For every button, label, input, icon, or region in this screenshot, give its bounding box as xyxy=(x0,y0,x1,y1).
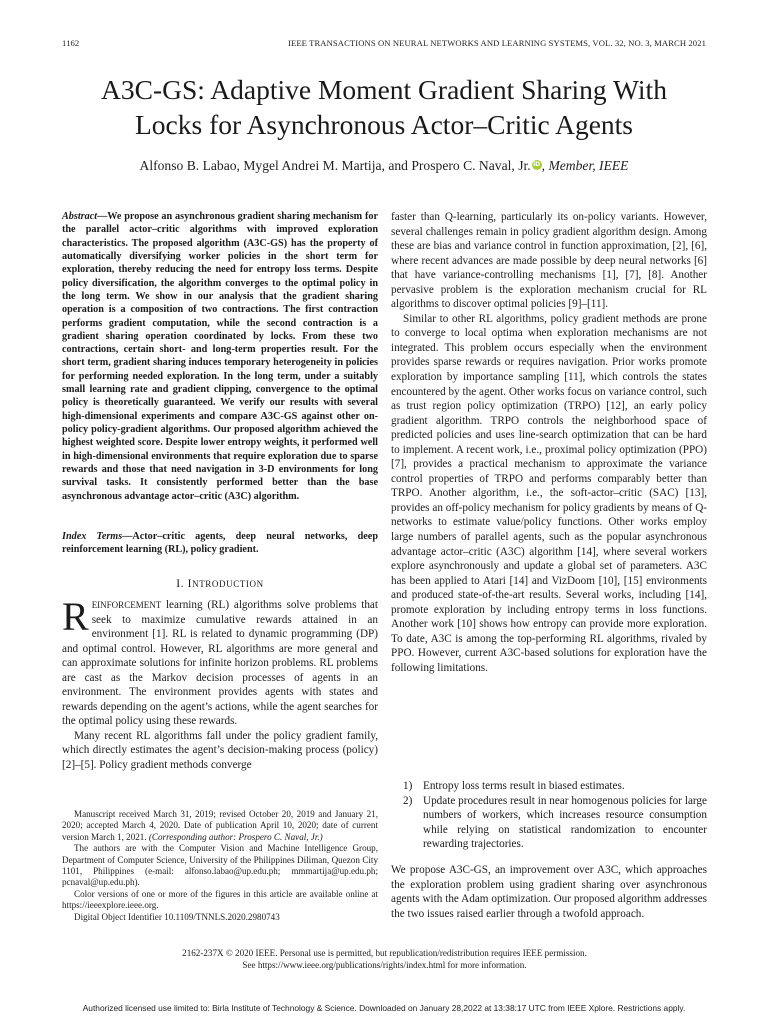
abstract-text: We propose an asynchronous gradient sharing mechanism for the parallel actor–critic algorithms with improved exploration characteristics. The proposed algorithm (A3C-GS) has the property of automatically diversifying worker policies in the short term for exploration, thereby reducing the need for entropy loss terms. Despite policy diversification, the algorithm converges to the optimal policy in the long term. We show in our analysis that the gradient sharing operation is a composition of two contractions. The first contraction performs gradient computation, while the second contraction is a gradient sharing operation coordinated by locks. From these two contractions, certain short- and long-term properties result. For the short term, gradient sharing induces temporary heterogeneity in policies for performing needed exploration. In the long term, under a suitably small learning rate and gradient clipping, convergence to the optimal policy is theoretically guaranteed. We verify our results with several high-dimensional experiments and compare A3C-GS against other on-policy policy-gradient algorithms. Our proposed algorithm achieved the highest weighted score. Despite lower entropy weights, it performed well in high-dimensional environments that require exploration due to sparse rewards and those that need navigation in 3-D environments for long survival tasks. It consistently performed better than the base asynchronous advantage actor–critic (A3C) algorithm. xyxy=(62,211,378,502)
footnote-doi[interactable]: Digital Object Identifier 10.1109/TNNLS.2020.2980743 xyxy=(74,911,280,922)
intro-paragraph-1-text: learning (RL) algorithms solve problems that seek to maximize cumulative rewards attained in an environment [1]. RL is related to dynamic programming (DP) and optimal control. However, RL algorithms are more general and can approximate solutions for infinite horizon problems. RL problems are cast as the Markov decision processes of agents in an environment. The environment provides agents with states and rewards depending on the agent’s actions, while the agent searches for the optimal policy using these rewards. xyxy=(62,599,378,728)
list-item-text: Update procedures result in near homogenous policies for large numbers of workers, which increases resource consumption while relying on statistical randomization to encounter rewarding trajectories. xyxy=(423,794,707,851)
membership-label: Member, IEEE xyxy=(548,158,629,173)
corresponding-author: (Corresponding author: Prospero C. Naval, Jr.) xyxy=(148,831,323,842)
section-numeral: I. I xyxy=(176,578,193,590)
right-paragraph-2: Similar to other RL algorithms, policy gradient methods are prone to converge to local optima when exploration mechanisms are not integrated. This problem occurs especially when the environment provides sparse rewards or requires navigation. Prior works promote exploration by importance sampling [11], which controls the states encountered by the agent. Other works focus on variance control, such as trust region policy optimization (TRPO) [12], an early policy gradient algorithm. TRPO controls the neighborhood space of predicted policies and uses line-search optimization that can be hard to implement. A recent work, i.e., proximal policy optimization (PPO) [7], provides a practical mechanism to approximate the variance control properties of TRPO and performs comparably better than TRPO. Another algorithm, i.e., the soft-actor–critic (SAC) [13], provides an off-policy mechanism for policy gradients by means of Q-networks to estimate value/policy functions. Other works employ large numbers of parallel agents, such as the popular asynchronous advantage actor–critic (A3C) algorithm [14], where several workers explore asynchronously and update a global set of parameters. A3C has been applied to Atari [14] and VizDoom [10], [15] environments and produced state-of-the-art results. Several works, including [14], promote exploration by including entropy terms in loss functions. Another work [10] shows how entropy can provide more exploration. To date, A3C is among the top-performing RL algorithms, rivaled by PPO. However, current A3C-based solutions for exploration have the following limitations. xyxy=(391,312,707,674)
introduction-body xyxy=(62,594,378,773)
limitations-list xyxy=(403,779,707,852)
section-heading xyxy=(62,578,378,590)
abstract: Abstract—We propose an asynchronous gradient sharing mechanism for the parallel actor–critic algorithms with improved exploration characteristics. The proposed algorithm (A3C-GS) has the property of automatically diversifying worker policies in the short term for exploration, thereby reducing the need for entropy loss terms. Despite policy diversification, the algorithm converges to the optimal policy in the long term. We show in our analysis that the gradient sharing operation is a composition of two contractions. The first contraction performs gradient computation, while the second contraction is a gradient sharing operation coordinated by locks. From these two contractions, certain short- and long-term properties result. For the short term, gradient sharing induces temporary heterogeneity in policies for performing needed exploration. In the long term, under a suitably small learning rate and gradient clipping, convergence to the optimal policy is theoretically guaranteed. We verify our results with several high-dimensional experiments and compare A3C-GS against other on-policy policy-gradient algorithms. Our proposed algorithm achieved the highest weighted score. Despite lower entropy weights, it performed well in high-dimensional environments that require exploration due to sparse rewards and those that need navigation in 3-D environments for long survival tasks. It consistently performed better than the base asynchronous advantage actor–critic (A3C) algorithm. xyxy=(62,211,378,502)
copyright-line-2[interactable]: See https://www.ieee.org/publications/rights/index.html for more information. xyxy=(242,960,527,970)
copyright-line-1: 2162-237X © 2020 IEEE. Personal use is permitted, but republication/redistribution requires IEEE permission. xyxy=(182,948,587,958)
right-paragraph-1: faster than Q-learning, particularly its on-policy variants. However, several challenges remain in policy gradient algorithm design. Among these are bias and variance control in function approximation, [2], [6], where recent advances are made possible by deep neural networks [6] that have variance-controlling mechanisms [1], [7], [8]. Another pervasive problem is the exploration mechanism crucial for RL algorithms to discover optimal policies [9]–[11]. xyxy=(391,211,707,311)
right-paragraph-3-block xyxy=(391,863,707,921)
list-item-text: Entropy loss terms result in biased estimates. xyxy=(423,780,625,792)
license-footer: Authorized licensed use limited to: Birla Institute of Technology & Science. Downloaded on January 28,2022 at 13:38:17 UTC from IEEE Xplore. Restrictions apply. xyxy=(82,1003,686,1013)
list-item xyxy=(403,794,707,852)
copyright-notice xyxy=(62,947,707,971)
right-column-body xyxy=(391,210,707,676)
footnote-manuscript xyxy=(62,809,378,843)
paper-title xyxy=(40,72,728,142)
right-paragraph-3: We propose A3C-GS, an improvement over A3C, which approaches the exploration problem using gradient sharing over asynchronous agents with the Adam optimization. Our proposed algorithm addresses the two issues raised earlier through a twofold approach. xyxy=(391,864,707,920)
title-line-2: Locks for Asynchronous Actor–Critic Agents xyxy=(135,109,633,140)
index-terms-label: Index Terms xyxy=(62,531,123,542)
footnote-color-versions: Color versions of one or more of the figures in this article are available online at https://ieeexplore.ieee.org. xyxy=(62,888,378,911)
intro-lead-word: EINFORCEMENT xyxy=(91,600,162,610)
footnote-dates: Manuscript received March 31, 2019; revised October 20, 2019 and January 21, 2020; accepted March 4, 2020. Date of publication April 10, 2020; date of current version March 1, 2021. xyxy=(62,809,378,842)
orcid-icon[interactable]: iD xyxy=(533,161,541,168)
page-number: 1162 xyxy=(62,38,80,48)
title-line-1: A3C-GS: Adaptive Moment Gradient Sharing With xyxy=(101,74,667,105)
journal-header: IEEE TRANSACTIONS ON NEURAL NETWORKS AND LEARNING SYSTEMS, VOL. 32, NO. 3, MARCH 2021 xyxy=(288,38,706,48)
intro-paragraph-2: Many recent RL algorithms fall under the policy gradient family, which directly estimates the agent’s decision-making process (policy) [2]–[5]. Policy gradient methods converge xyxy=(62,729,378,772)
footnote-affiliation: The authors are with the Computer Vision and Machine Intelligence Group, Department of Computer Science, University of the Philippines Diliman, Quezon City 1101, Philippines (e-mail: alfonso.labao@up.edu.ph; mmmartija@up.edu.ph; pcnaval@up.edu.ph). xyxy=(62,843,378,888)
drop-cap: R xyxy=(62,594,89,639)
index-terms-text: Actor–critic agents, deep neural networks, deep reinforcement learning (RL), policy gradient. xyxy=(62,531,378,556)
footnote xyxy=(62,809,378,923)
index-terms: Index Terms—Actor–critic agents, deep neural networks, deep reinforcement learning (RL), policy gradient. xyxy=(62,531,378,556)
section-heading-smallcaps: NTRODUCTION xyxy=(192,579,264,589)
intro-paragraph-1 xyxy=(62,594,378,729)
author-list: Alfonso B. Labao, Mygel Andrei M. Martija, and Prospero C. Naval, Jr. iD, Member, IEEE xyxy=(139,158,629,173)
list-item xyxy=(403,779,707,794)
list-item-number: 1) xyxy=(403,780,413,792)
author-names: Alfonso B. Labao, Mygel Andrei M. Martija, and Prospero C. Naval, Jr. xyxy=(139,158,531,173)
abstract-label: Abstract xyxy=(62,211,98,222)
list-item-number: 2) xyxy=(403,794,413,807)
